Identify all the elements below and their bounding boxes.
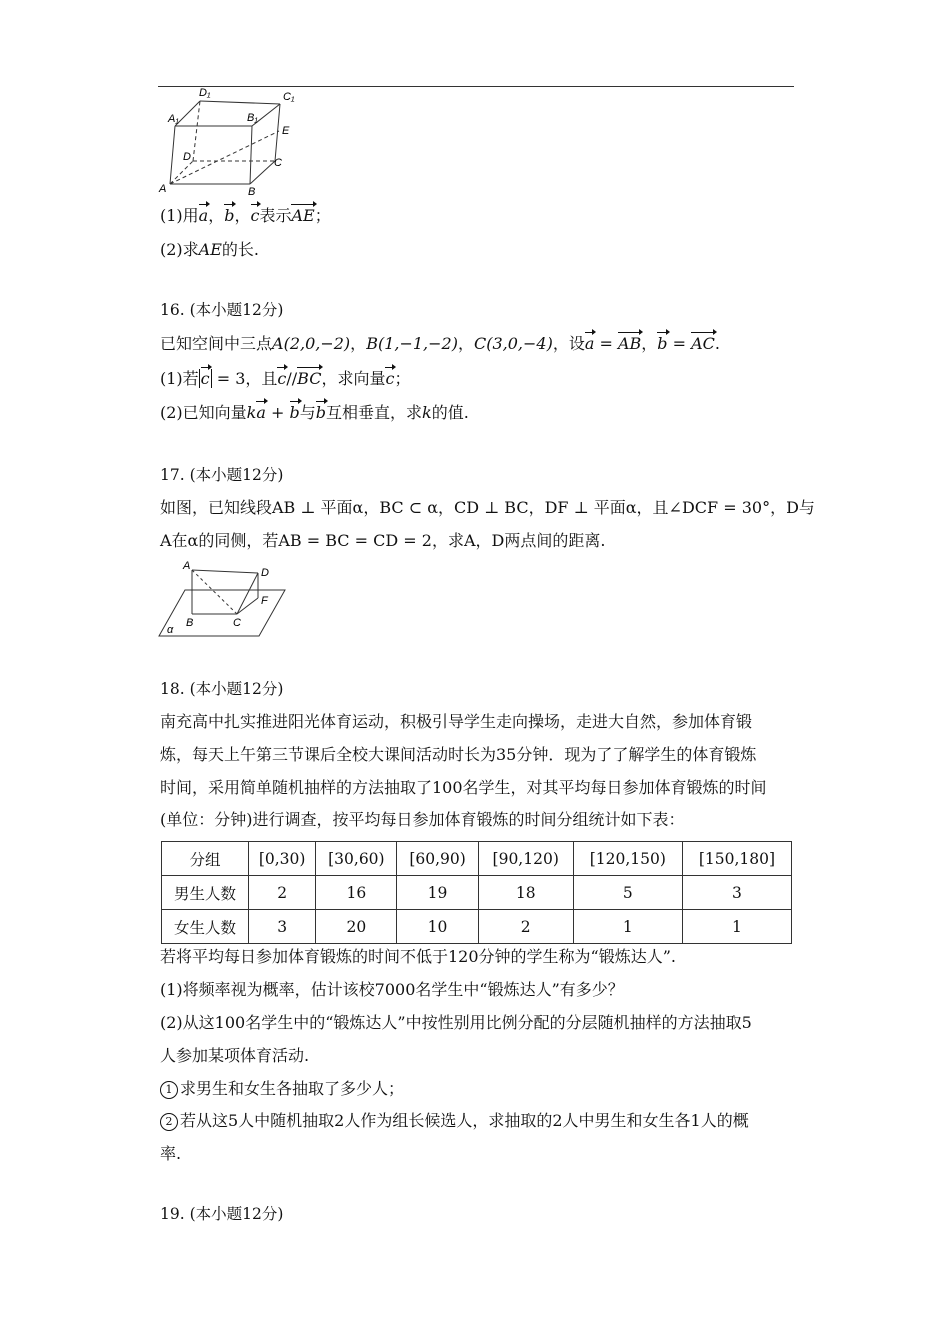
table-cell: 1 [573, 910, 682, 944]
q18-sub2-line2: 率. [160, 1144, 182, 1163]
label-b1: B₁ [247, 112, 258, 124]
table-cell: 3 [682, 876, 791, 910]
table-cell: 5 [573, 876, 682, 910]
table-row [162, 876, 792, 910]
q18-heading: 18. (本小题12分) [160, 680, 284, 698]
table-cell: 2 [249, 876, 316, 910]
label-d1: D₁ [199, 87, 211, 99]
q17-line2: A在α的同侧，若AB = BC = CD = 2，求A，D两点间的距离. [160, 531, 606, 550]
table-header-cell: [60,90) [397, 842, 478, 876]
q18-part2-line2: 人参加某项体育活动. [160, 1046, 310, 1065]
circled-number-icon: 1 [160, 1081, 178, 1099]
label-a1: A₁ [168, 113, 179, 125]
q18-sub2-line1: 2 若从这5人中随机抽取2人作为组长候选人，求抽取的2人中男生和女生各1人的概 [160, 1110, 749, 1132]
table-header-cell: [90,120) [478, 842, 573, 876]
label-a: A [183, 560, 191, 572]
table-cell: 3 [249, 910, 316, 944]
q18-part1: (1)将频率视为概率，估计该校7000名学生中“锻炼达人”有多少？ [160, 980, 624, 999]
table-header-cell: [30,60) [316, 842, 397, 876]
label-c: C [274, 157, 282, 169]
parallelepiped-figure [155, 86, 315, 198]
q16-intro: 已知空间中三点A(2,0,−2)，B(1,−1,−2)，C(3,0,−4)，设a = AB，b = AC. [160, 334, 720, 353]
q18-line4: (单位：分钟)进行调查，按平均每日参加体育锻炼的时间分组统计如下表： [160, 810, 685, 829]
circled-number-icon: 2 [160, 1113, 178, 1131]
q18-part2-line1: (2)从这100名学生中的“锻炼达人”中按性别用比例分配的分层随机抽样的方法抽取5 [160, 1013, 752, 1032]
table-header-cell: 分组 [162, 842, 249, 876]
table-cell: 10 [397, 910, 478, 944]
table-cell: 20 [316, 910, 397, 944]
label-d: D [183, 151, 191, 163]
q15-part1: (1)用a，b，c表示AE； [160, 206, 331, 225]
table-cell: 2 [478, 910, 573, 944]
plane-figure [155, 560, 290, 640]
q18-line1: 南充高中扎实推进阳光体育运动，积极引导学生走向操场，走进大自然，参加体育锻 [160, 712, 753, 731]
q15-part2: (2)求AE的长. [160, 240, 259, 259]
table-cell: 男生人数 [162, 876, 249, 910]
table-cell: 1 [682, 910, 791, 944]
table-cell: 19 [397, 876, 478, 910]
table-header-cell: [150,180] [682, 842, 791, 876]
table-row [162, 910, 792, 944]
table-header-cell: [120,150) [573, 842, 682, 876]
table-cell: 女生人数 [162, 910, 249, 944]
q16-part1: (1)若 c = 3，且c//BC，求向量c； [160, 369, 411, 388]
label-f: F [261, 595, 268, 607]
q16-part2: (2)已知向量ka + b与b互相垂直，求k的值. [160, 403, 469, 422]
q19-heading: 19. (本小题12分) [160, 1205, 284, 1223]
label-b: B [248, 186, 256, 198]
q18-after-table: 若将平均每日参加体育锻炼的时间不低于120分钟的学生称为“锻炼达人”. [160, 947, 676, 966]
label-e: E [282, 125, 290, 137]
table-header-cell: [0,30) [249, 842, 316, 876]
label-d: D [261, 567, 269, 579]
table-cell: 16 [316, 876, 397, 910]
q17-line1: 如图，已知线段AB ⊥ 平面α，BC ⊂ α，CD ⊥ BC，DF ⊥ 平面α，且∠DCF = 30°，D与 [160, 498, 815, 517]
label-a: A [159, 183, 167, 195]
label-c1: C₁ [283, 91, 295, 103]
label-c: C [233, 617, 241, 629]
table-header-row [162, 842, 792, 876]
label-alpha: α [167, 624, 174, 636]
exercise-time-table [161, 841, 792, 944]
table-cell: 18 [478, 876, 573, 910]
q18-line3: 时间，采用简单随机抽样的方法抽取了100名学生，对其平均每日参加体育锻炼的时间 [160, 778, 767, 797]
q16-heading: 16. (本小题12分) [160, 301, 284, 319]
q17-heading: 17. (本小题12分) [160, 466, 284, 484]
q18-sub1: 1 求男生和女生各抽取了多少人； [160, 1078, 404, 1100]
label-b: B [186, 617, 194, 629]
q18-line2: 炼，每天上午第三节课后全校大课间活动时长为35分钟．现为了了解学生的体育锻炼 [160, 745, 757, 764]
